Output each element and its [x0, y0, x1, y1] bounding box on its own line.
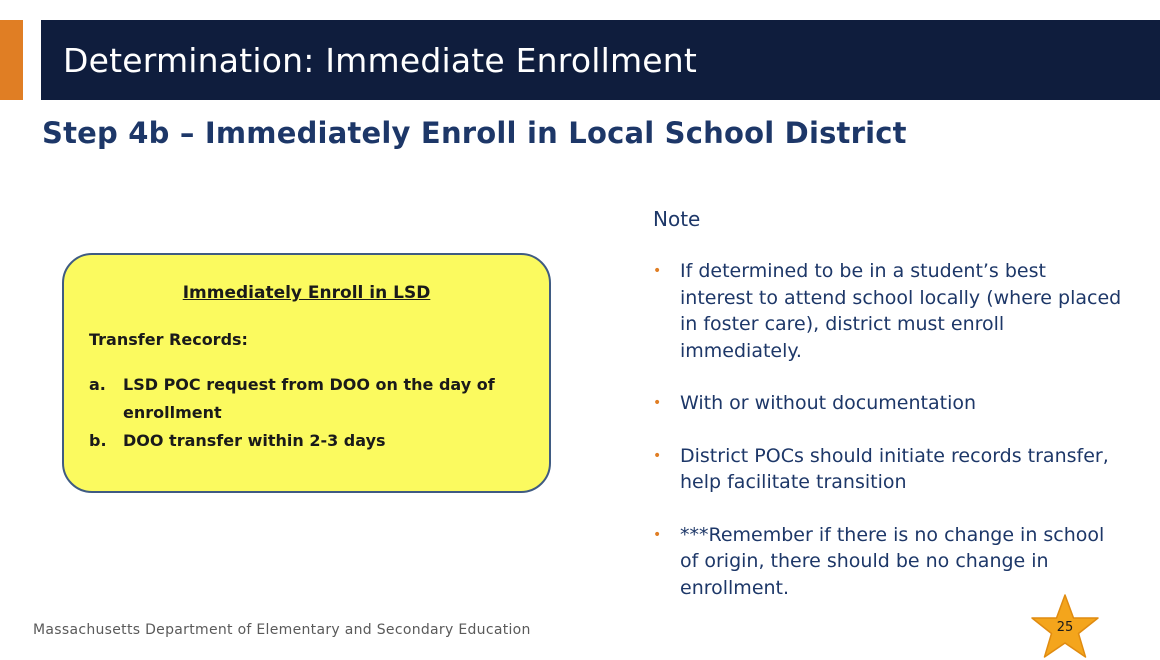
list-item-text: DOO transfer within 2-3 days	[123, 431, 386, 450]
bullet-icon: •	[653, 447, 662, 464]
accent-bar	[0, 20, 23, 100]
bullet-icon: •	[653, 395, 662, 411]
list-marker: a.	[89, 375, 106, 394]
list-item	[89, 427, 509, 455]
page-number: 25	[1056, 620, 1074, 635]
bullet-text: With or without documentation	[680, 392, 977, 414]
list-item	[653, 390, 1123, 417]
enroll-summary-box	[62, 253, 551, 493]
bullet-text: If determined to be in a student’s best interest to attend school locally (where placed in foster care), district must enroll immediately.	[680, 260, 1122, 362]
transfer-records-list	[89, 371, 509, 455]
box-heading: Immediately Enroll in LSD	[182, 283, 431, 303]
list-item-text: LSD POC request from DOO on the day of enrollment	[123, 375, 495, 422]
list-item	[653, 258, 1123, 364]
list-marker: b.	[89, 431, 107, 450]
bullet-text: District POCs should initiate records transfer, help facilitate transition	[680, 444, 1109, 493]
list-item	[89, 371, 509, 427]
note-label: Note	[653, 207, 701, 231]
list-item	[653, 522, 1123, 602]
slide-title: Determination: Immediate Enrollment	[63, 40, 698, 80]
bullet-icon: •	[653, 526, 662, 543]
slide-subtitle: Step 4b – Immediately Enroll in Local School District	[42, 116, 907, 150]
list-item	[653, 443, 1123, 496]
bullet-text: ***Remember if there is no change in school of origin, there should be no change in enrollment.	[680, 523, 1105, 599]
footer-organization: Massachusetts Department of Elementary and Secondary Education	[33, 622, 531, 638]
bullet-icon: •	[653, 263, 662, 279]
box-subheading: Transfer Records:	[89, 330, 248, 349]
note-bullet-list	[653, 258, 1123, 627]
slide-title-bar	[41, 20, 1160, 100]
